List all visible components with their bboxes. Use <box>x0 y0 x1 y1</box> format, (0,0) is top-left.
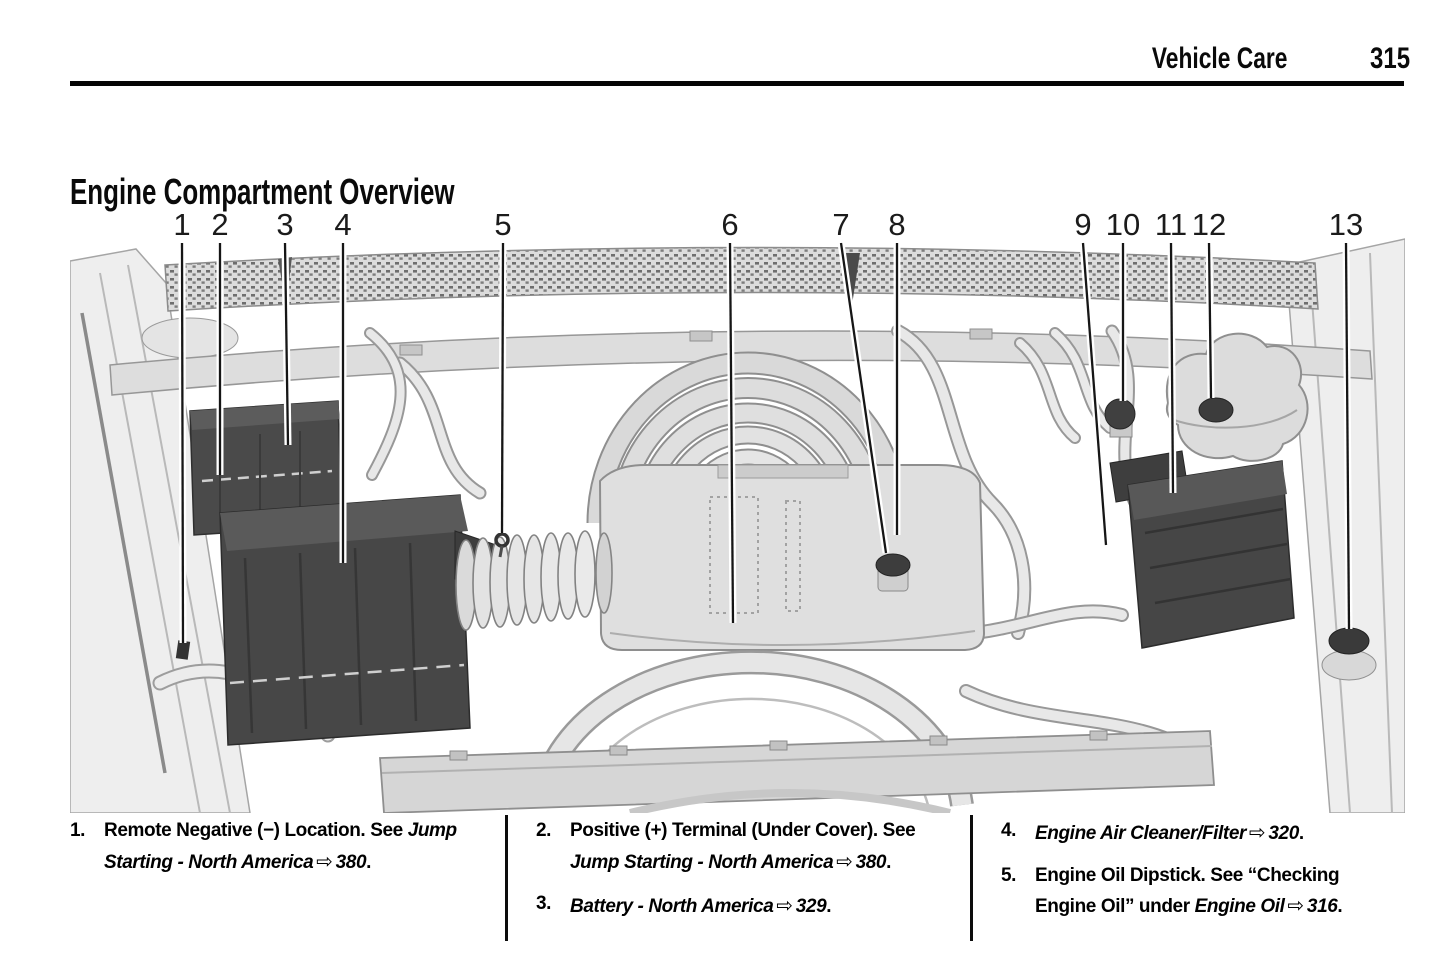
legend-column-1 <box>70 815 505 941</box>
legend-item <box>1001 817 1399 849</box>
legend <box>70 815 1405 941</box>
legend-item <box>536 890 964 922</box>
legend-item-text <box>1035 817 1304 849</box>
legend-item-text <box>570 817 948 877</box>
callout-number: 7 <box>832 213 850 242</box>
radiator-support <box>380 731 1214 813</box>
cross-reference-text: 316 <box>1306 896 1338 917</box>
washer-filler-cap <box>1322 628 1376 680</box>
legend-item <box>1001 862 1399 922</box>
page-title: Engine Compartment Overview <box>70 171 455 213</box>
cross-reference-text: 320 <box>1268 823 1299 844</box>
legend-column-3 <box>970 815 1405 941</box>
header-rule <box>70 81 1404 86</box>
callout-number: 5 <box>494 213 512 242</box>
cross-reference-arrow-icon: ⇨ <box>1287 893 1304 917</box>
legend-text-run: . <box>886 851 891 873</box>
header-section-title: Vehicle Care <box>1151 42 1287 75</box>
cross-reference-text: Jump Starting - North America <box>570 851 834 873</box>
intake-duct-bellows <box>456 531 612 630</box>
remote-negative-post <box>176 640 190 659</box>
legend-column-2 <box>505 815 970 941</box>
legend-text-run: . <box>366 851 372 873</box>
cross-reference-text: 329 <box>795 896 827 917</box>
filler-cap-left-of-reservoir <box>1105 399 1135 437</box>
legend-text-run: . <box>826 896 832 917</box>
cowl-mesh-grille <box>165 247 1318 311</box>
callout-number: 9 <box>1074 213 1092 242</box>
legend-text-run: Remote Negative (−) Location. See <box>104 820 408 841</box>
legend-item-number: 2. <box>536 820 552 841</box>
legend-item-number: 5. <box>1001 864 1017 886</box>
cross-reference-arrow-icon: ⇨ <box>836 848 853 873</box>
coolant-reservoir-cap <box>1199 398 1233 422</box>
cross-reference-text: Engine Oil <box>1194 896 1285 917</box>
legend-text-run: . <box>1298 823 1304 844</box>
callout-number: 12 <box>1191 213 1227 242</box>
callout-number: 6 <box>721 213 739 242</box>
legend-item <box>70 817 499 877</box>
legend-item-text <box>1035 862 1399 922</box>
cross-reference-arrow-icon: ⇨ <box>776 893 793 917</box>
legend-item-text <box>104 817 482 877</box>
oil-fill-cap <box>876 554 910 591</box>
cross-reference-text: Engine Air Cleaner/Filter <box>1035 823 1247 844</box>
callout-number: 13 <box>1328 213 1364 242</box>
battery-box <box>1110 451 1294 648</box>
legend-item-text <box>570 890 831 922</box>
callout-number: 1 <box>173 213 191 242</box>
header-page-number: 315 <box>1369 42 1410 75</box>
callout-number: 2 <box>211 213 229 242</box>
cross-reference-text: Jump Starting - North America <box>104 820 457 873</box>
legend-item-number: 3. <box>536 893 552 914</box>
legend-text-run: Engine Oil Dipstick. See “Checking Engine Oil” under <box>1035 864 1340 917</box>
callout-leader-line <box>182 243 183 643</box>
engine-compartment-illustration <box>70 213 1405 813</box>
legend-item <box>536 817 964 877</box>
legend-item-number: 1. <box>70 820 86 841</box>
callout-number: 10 <box>1105 213 1141 242</box>
legend-text-run: Positive (+) Terminal (Under Cover). See <box>570 820 916 841</box>
callout-number: 11 <box>1154 213 1188 242</box>
engine-cover <box>600 465 984 650</box>
callout-leader-line <box>502 243 503 533</box>
callout-number: 8 <box>888 213 906 242</box>
cross-reference-text: Battery - North America <box>570 896 774 917</box>
cross-reference-arrow-icon: ⇨ <box>1249 820 1266 844</box>
callout-number: 4 <box>334 213 352 242</box>
callout-number: 3 <box>276 213 294 242</box>
cross-reference-text: 380 <box>335 851 367 873</box>
cross-reference-text: 380 <box>855 851 887 873</box>
cross-reference-arrow-icon: ⇨ <box>316 848 333 873</box>
legend-item-number: 4. <box>1001 820 1017 841</box>
legend-text-run: . <box>1337 896 1343 917</box>
